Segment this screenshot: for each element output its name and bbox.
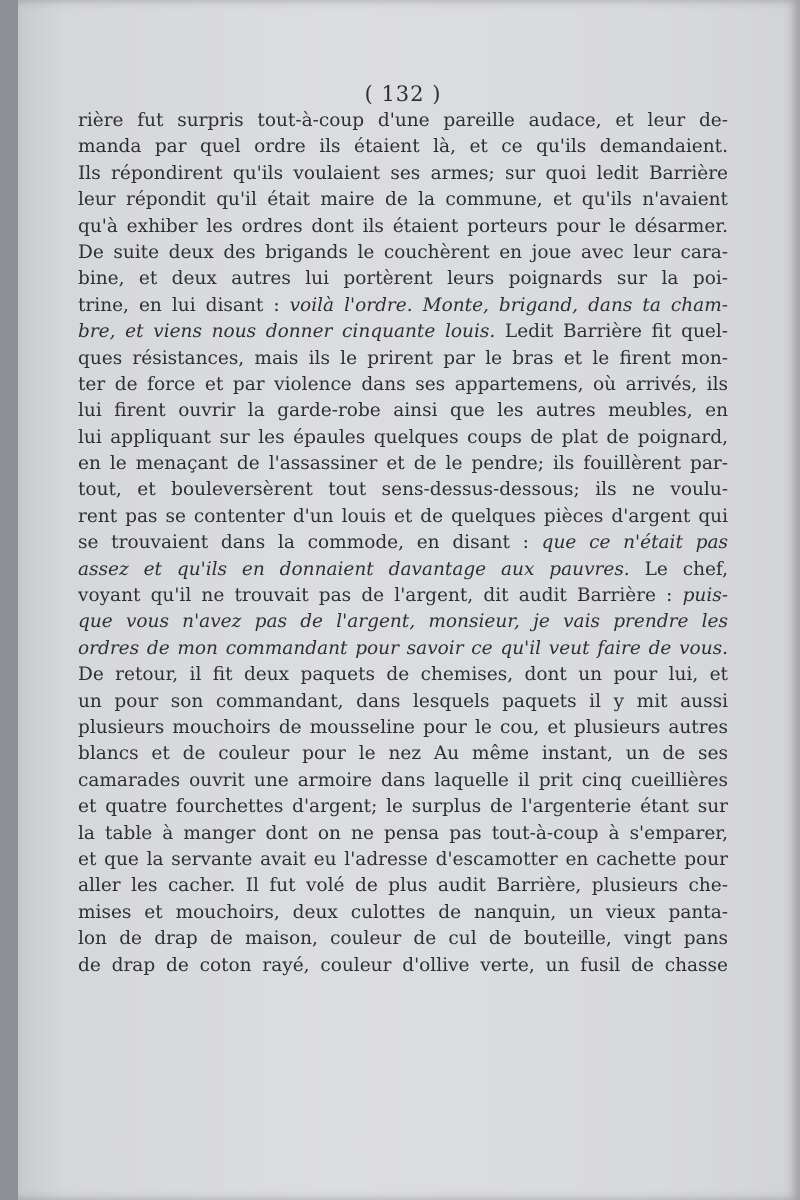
text-line [78, 319, 728, 345]
text-line [78, 662, 728, 688]
text-line [78, 187, 728, 213]
roman-text: Ils répondirent qu'ils voulaient ses armes; sur quoi ledit Barrière [78, 162, 728, 184]
text-line [78, 161, 728, 187]
text-line [78, 372, 728, 398]
text-line [78, 346, 728, 372]
roman-text: manda par quel ordre ils étaient là, et ce qu'ils demandaient. [78, 136, 728, 158]
roman-text: trine, en lui disant : [78, 294, 290, 316]
italic-text: puis- [682, 585, 728, 607]
roman-text: aller les cacher. Il fut volé de plus audit Barrière, plusieurs che- [78, 875, 728, 897]
text-line [78, 557, 728, 583]
roman-text: bine, et deux autres lui portèrent leurs poignards sur la poi- [78, 268, 728, 290]
italic-text: que ce n'était pas [541, 532, 728, 554]
text-line [78, 266, 728, 292]
roman-text: et que la servante avait eu l'adresse d'escamotter en cachette pour [78, 848, 728, 870]
roman-text: leur répondit qu'il était maire de la commune, et qu'ils n'avaient [78, 189, 728, 211]
roman-text: ter de force et par violence dans ses appartemens, où arrivés, ils [78, 373, 728, 395]
text-line [78, 214, 728, 240]
roman-text: et quatre fourchettes d'argent; le surplus de l'argenterie étant sur [78, 796, 728, 818]
italic-text: bre, et viens nous donner cinquante louis. [78, 321, 496, 343]
roman-text: de drap de coton rayé, couleur d'ollive verte, un fusil de chasse [78, 954, 728, 976]
text-line [78, 504, 728, 530]
roman-text: se trouvaient dans la commode, en disant : [78, 532, 542, 554]
roman-text: lui appliquant sur les épaules quelques coups de plat de poignard, [78, 426, 728, 448]
text-line [78, 636, 728, 662]
roman-text: camarades ouvrit une armoire dans laquelle il prit cinq cueillières [78, 769, 728, 791]
text-line [78, 689, 728, 715]
book-page [18, 0, 800, 1200]
roman-text: blancs et de couleur pour le nez Au même instant, un de ses [78, 743, 728, 765]
text-line [78, 900, 728, 926]
text-line [78, 134, 728, 160]
italic-text: que vous n'avez pas de l'argent, monsieur, je vais prendre les [78, 611, 728, 633]
text-line [78, 768, 728, 794]
text-line [78, 398, 728, 424]
roman-text: mises et mouchoirs, deux culottes de nanquin, un vieux panta- [78, 901, 728, 923]
roman-text: lon de drap de maison, couleur de cul de bouteille, vingt pans [78, 928, 728, 950]
roman-text: en le menaçant de l'assassiner et de le pendre; ils fouillèrent par- [78, 453, 728, 475]
roman-text: ques résistances, mais ils le prirent par le bras et le firent mon- [78, 347, 728, 369]
roman-text: De retour, il fit deux paquets de chemises, dont un pour lui, et [78, 664, 728, 686]
italic-text: ordres de mon commandant pour savoir ce qu'il veut faire de vous. [78, 637, 728, 659]
text-line [78, 741, 728, 767]
text-line [78, 240, 728, 266]
text-line [78, 477, 728, 503]
text-line [78, 794, 728, 820]
page-text [78, 80, 728, 979]
text-line [78, 926, 728, 952]
italic-text: voilà l'ordre. Monte, brigand, dans ta cham- [289, 294, 728, 316]
text-line [78, 530, 728, 556]
roman-text: la table à manger dont on ne pensa pas tout-à-coup à s'emparer, [78, 822, 728, 844]
roman-text: De suite deux des brigands le couchèrent en joue avec leur cara- [78, 241, 728, 263]
roman-text: plusieurs mouchoirs de mousseline pour le cou, et plusieurs autres [78, 716, 728, 738]
text-line [78, 953, 728, 979]
roman-text: rent pas se contenter d'un louis et de quelques pièces d'argent qui [78, 505, 728, 527]
text-line [78, 873, 728, 899]
text-lines [78, 108, 728, 979]
roman-text: Le chef, [629, 558, 728, 580]
text-line [78, 425, 728, 451]
italic-text: assez et qu'ils en donnaient davantage aux pauvres. [78, 558, 630, 580]
text-line [78, 821, 728, 847]
roman-text: un pour son commandant, dans lesquels paquets il y mit aussi [78, 690, 728, 712]
text-line [78, 583, 728, 609]
roman-text: Ledit Barrière fit quel- [495, 321, 728, 343]
roman-text: lui firent ouvrir la garde-robe ainsi que les autres meubles, en [78, 400, 728, 422]
page-number: ( 132 ) [364, 82, 442, 106]
text-line [78, 293, 728, 319]
text-line [78, 108, 728, 134]
text-line [78, 847, 728, 873]
roman-text: tout, et bouleversèrent tout sens-dessus-dessous; ils ne voulu- [78, 479, 728, 501]
text-line [78, 715, 728, 741]
roman-text: qu'à exhiber les ordres dont ils étaient porteurs pour le désarmer. [78, 215, 728, 237]
roman-text: rière fut surpris tout-à-coup d'une pareille audace, et leur de- [78, 110, 728, 131]
text-line [78, 451, 728, 477]
text-line [78, 609, 728, 635]
roman-text: voyant qu'il ne trouvait pas de l'argent, dit audit Barrière : [78, 585, 683, 607]
